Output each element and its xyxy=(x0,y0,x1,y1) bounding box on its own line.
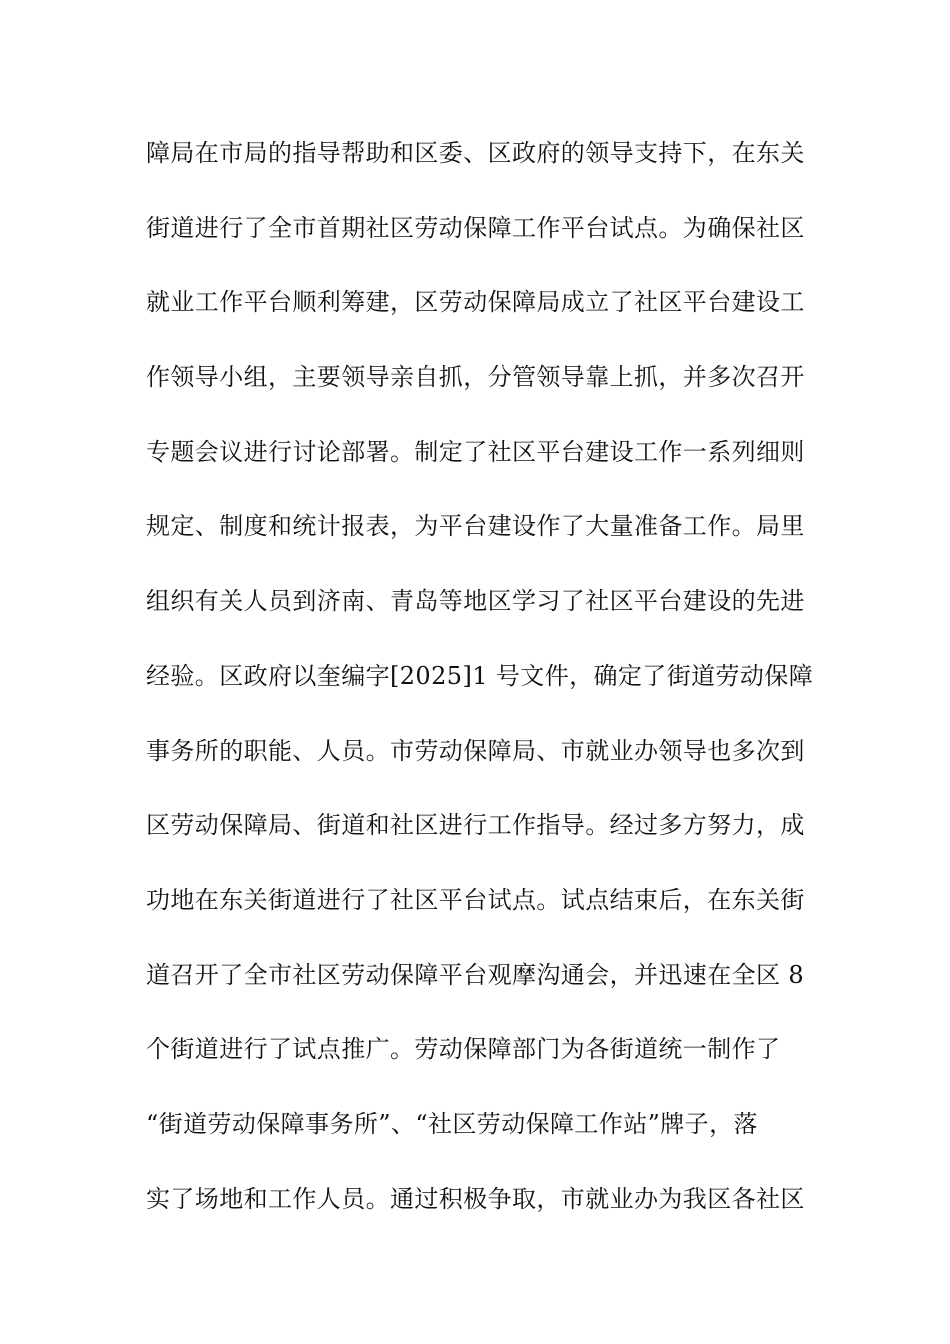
text-line-10: 区劳动保障局、街道和社区进行工作指导。经过多方努力，成 xyxy=(146,811,805,840)
text-line-12: 道召开了全市社区劳动保障平台观摩沟通会，并迅速在全区 8 xyxy=(146,960,805,989)
body-paragraph xyxy=(146,128,816,1248)
text-line-2: 街道进行了全市首期社区劳动保障工作平台试点。为确保社区 xyxy=(146,213,805,242)
text-line-8: 经验。区政府以奎编字[2025]1 号文件，确定了街道劳动保障 xyxy=(146,661,814,690)
text-line-5: 专题会议进行讨论部署。制定了社区平台建设工作一系列细则 xyxy=(146,437,805,466)
text-line-6: 规定、制度和统计报表，为平台建设作了大量准备工作。局里 xyxy=(146,512,805,541)
text-line-7: 组织有关人员到济南、青岛等地区学习了社区平台建设的先进 xyxy=(146,587,805,616)
text-line-4: 作领导小组，主要领导亲自抓，分管领导靠上抓，并多次召开 xyxy=(146,363,805,392)
text-line-13: 个街道进行了试点推广。劳动保障部门为各街道统一制作了 xyxy=(146,1035,781,1064)
text-line-14: “街道劳动保障事务所”、“社区劳动保障工作站”牌子，落 xyxy=(146,1109,758,1138)
text-line-1: 障局在市局的指导帮助和区委、区政府的领导支持下，在东关 xyxy=(146,139,805,167)
text-line-15: 实了场地和工作人员。通过积极争取，市就业办为我区各社区 xyxy=(146,1184,805,1213)
text-line-9: 事务所的职能、人员。市劳动保障局、市就业办领导也多次到 xyxy=(146,736,805,765)
text-line-3: 就业工作平台顺利筹建，区劳动保障局成立了社区平台建设工 xyxy=(146,288,805,317)
text-line-11: 功地在东关街道进行了社区平台试点。试点结束后，在东关街 xyxy=(146,885,805,914)
